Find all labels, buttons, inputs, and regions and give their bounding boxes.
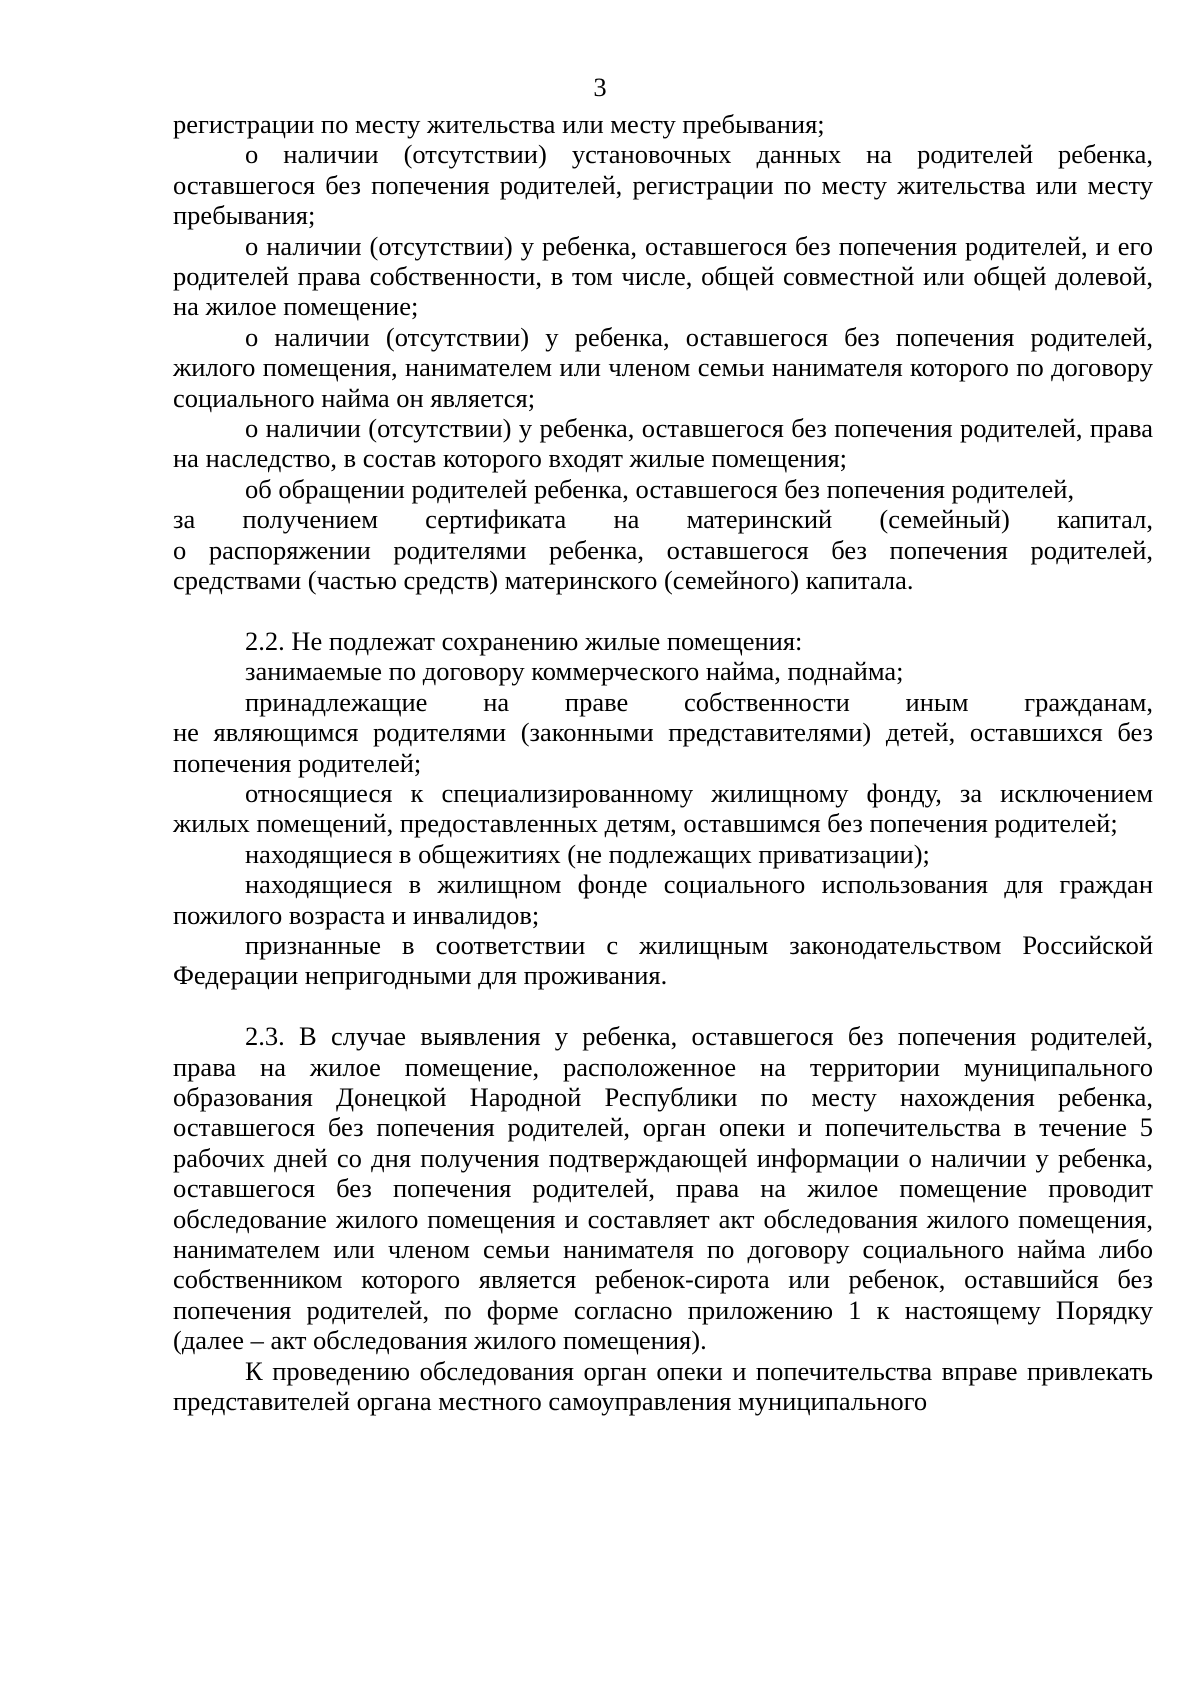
paragraph-ownership-rights: о наличии (отсутствии) у ребенка, оставшегося без попечения родителей, и его родителей права собственности, в том числе, общей совместной или общей долевой, на жилое помещение; — [173, 230, 1153, 322]
document-body — [173, 109, 1153, 1416]
item-dormitories: находящиеся в общежитиях (не подлежащих приватизации); — [245, 838, 930, 869]
paragraph-maternity-capital-appeal: об обращении родителей ребенка, оставшегося без попечения родителей, — [245, 473, 1075, 504]
item-social-use-fund: находящиеся в жилищном фонде социального использования для граждан пожилого возраста и инвалидов; — [173, 869, 1153, 930]
paragraph-inspection-involvement: К проведению обследования орган опеки и попечительства вправе привлекать представителей органа местного самоуправления муниципального — [173, 1355, 1153, 1417]
paragraph-registration-continuation: регистрации по месту жительства или месту пребывания; — [173, 109, 825, 139]
item-owned-by-others-continuation: не являющимся родителями (законными представителями) детей, оставшихся без попечения родителей; — [173, 717, 1153, 778]
item-commercial-tenancy: занимаемые по договору коммерческого найма, поднайма; — [245, 656, 904, 687]
item-unfit-housing: признанные в соответствии с жилищным законодательством Российской Федерации непригодными для проживания. — [173, 929, 1153, 991]
item-specialized-housing: относящиеся к специализированному жилищному фонду, за исключением жилых помещений, предоставленных детям, оставшимся без попечения родителей; — [173, 777, 1153, 839]
page-number: 3 — [593, 72, 607, 102]
paragraph-gap — [173, 596, 1153, 626]
paragraph-maternity-capital-disposal: о распоряжении родителями ребенка, оставшегося без попечения родителей, средствами (частью средств) материнского (семейного) капитала. — [173, 534, 1153, 596]
paragraph-parents-identification: о наличии (отсутствии) установочных данных на родителей ребенка, оставшегося без попечения родителей, регистрации по месту жительства или месту пребывания; — [173, 139, 1153, 231]
section-2-2-heading: 2.2. Не подлежат сохранению жилые помещения: — [245, 625, 803, 656]
item-owned-by-others: принадлежащие на праве собственности иным гражданам, — [245, 686, 1153, 717]
paragraph-maternity-certificate: за получением сертификата на материнский (семейный) капитал, — [173, 504, 1153, 535]
section-2-3-paragraph: 2.3. В случае выявления у ребенка, оставшегося без попечения родителей, права на жилое помещение, расположенное на территории муниципального образования Донецкой Народной Республики по месту нахождения ребенка, оставшегося без попечения родителей, орган опеки и попечительства в течение 5 рабочих дней со дня получения подтверждающей информации о наличии у ребенка, оставшегося без попечения родителей, права на жилое помещение проводит обследование жилого помещения и составляет акт обследования жилого помещения, нанимателем или членом семьи нанимателя по договору социального найма либо собственником которого является ребенок-сирота или ребенок, оставшийся без попечения родителей, по форме согласно приложению 1 к настоящему Порядку (далее – акт обследования жилого помещения). — [173, 1021, 1153, 1356]
paragraph-gap — [173, 991, 1153, 1021]
paragraph-inheritance-rights: о наличии (отсутствии) у ребенка, оставшегося без попечения родителей, права на наследство, в состав которого входят жилые помещения; — [173, 413, 1153, 474]
paragraph-social-tenancy: о наличии (отсутствии) у ребенка, оставшегося без попечения родителей, жилого помещения, нанимателем или членом семьи нанимателя которого по договору социального найма он является; — [173, 321, 1153, 413]
